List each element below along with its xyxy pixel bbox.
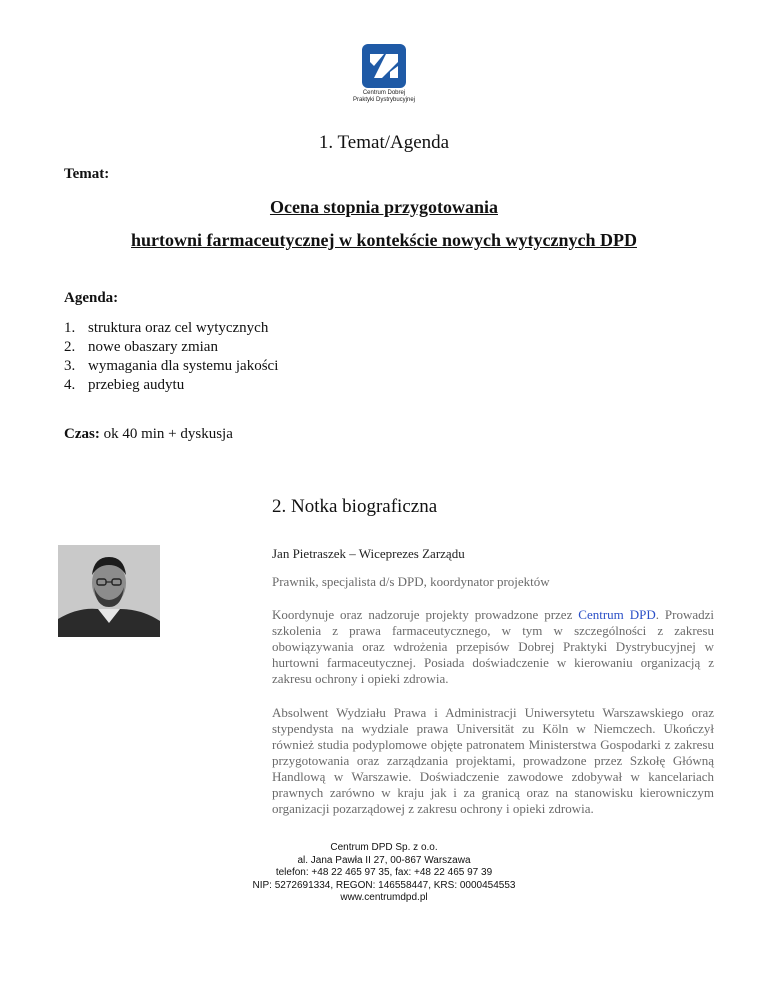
bio-paragraph-2: Absolwent Wydziału Prawa i Administracji Uniwersytetu Warszawskiego oraz stypendysta na wydziale prawa Universität zu Köln w Niemczech. Ukończył również studia podyplomowe objęte patronatem Ministerstwa Gospodarki z zakresu przygotowania oraz zarządzania projektami, prowadzone przez Szkołę Główną Handlową w Warszawie. Doświadczenie zawodowe zdobywał w kancelariach prawnych zarówno w kraju jak i za granicą oraz na stanowisku kierowniczym organizacji pozarządowej z zakresu ochrony i opieki zdrowia. bbox=[272, 705, 714, 816]
agenda-item-text: nowe obaszary zmian bbox=[88, 339, 218, 355]
bio-p1-text-after: . Prowadzi szkolenia z prawa farmaceutycznego, w tym w szczególności z zakresu obowiązywania oraz wdrożenia przepisów Dobrej Praktyki Dystrybucyjnej w hurtowni farmaceutycznej. Posiada doświadczenie w kierowaniu organizacją z zakresu ochrony i opieki zdrowia. bbox=[272, 607, 714, 686]
agenda-item-text: przebieg audytu bbox=[88, 377, 185, 393]
topic-label: Temat: bbox=[64, 166, 110, 182]
bio-p1-text-before: Koordynuje oraz nadzoruje projekty prowadzone przez bbox=[272, 607, 579, 622]
agenda-item bbox=[64, 357, 278, 376]
footer-ids: NIP: 5272691334, REGON: 146558447, KRS: 0000454553 bbox=[252, 879, 516, 891]
footer-website[interactable]: www.centrumdpd.pl bbox=[340, 892, 428, 903]
topic-line2: hurtowni farmaceutycznej w kontekście nowych wytycznych DPD bbox=[131, 230, 637, 250]
agenda-item-text: wymagania dla systemu jakości bbox=[88, 358, 279, 374]
agenda-item bbox=[64, 338, 278, 357]
logo-mark-icon bbox=[360, 42, 408, 90]
time-label: Czas: bbox=[64, 426, 100, 442]
portrait-photo bbox=[58, 545, 160, 637]
agenda-item-number: 4. bbox=[64, 377, 76, 393]
footer-phone: telefon: +48 22 465 97 35, fax: +48 22 465 97 39 bbox=[275, 867, 493, 878]
agenda-item-number: 1. bbox=[64, 320, 76, 336]
section1-heading: 1. Temat/Agenda bbox=[318, 132, 450, 153]
centrum-dpd-link[interactable]: Centrum DPD bbox=[578, 607, 656, 622]
page-footer bbox=[0, 842, 768, 905]
bio-paragraph-1 bbox=[272, 607, 714, 687]
logo-text-line1: Centrum Dobrej bbox=[362, 90, 406, 96]
portrait-icon bbox=[58, 545, 160, 637]
time-line bbox=[64, 426, 233, 443]
agenda-item-number: 3. bbox=[64, 358, 76, 374]
agenda-item bbox=[64, 319, 278, 338]
topic-line1: Ocena stopnia przygotowania bbox=[269, 197, 498, 217]
agenda-item-text: struktura oraz cel wytycznych bbox=[88, 320, 269, 336]
agenda-item-number: 2. bbox=[64, 339, 76, 355]
agenda-label: Agenda: bbox=[64, 290, 119, 306]
company-logo bbox=[342, 42, 426, 114]
agenda-list bbox=[64, 319, 278, 395]
section2-heading: 2. Notka biograficzna bbox=[272, 496, 438, 517]
footer-company: Centrum DPD Sp. z o.o. bbox=[330, 842, 438, 853]
logo-text-line2: Praktyki Dystrybucyjnej bbox=[352, 97, 415, 103]
time-value: ok 40 min + dyskusja bbox=[103, 426, 233, 442]
footer-address: al. Jana Pawła II 27, 00-867 Warszawa bbox=[297, 854, 471, 866]
bio-subtitle: Prawnik, specjalista d/s DPD, koordynator projektów bbox=[272, 574, 550, 589]
agenda-item bbox=[64, 376, 278, 395]
bio-name: Jan Pietraszek – Wiceprezes Zarządu bbox=[272, 546, 465, 561]
